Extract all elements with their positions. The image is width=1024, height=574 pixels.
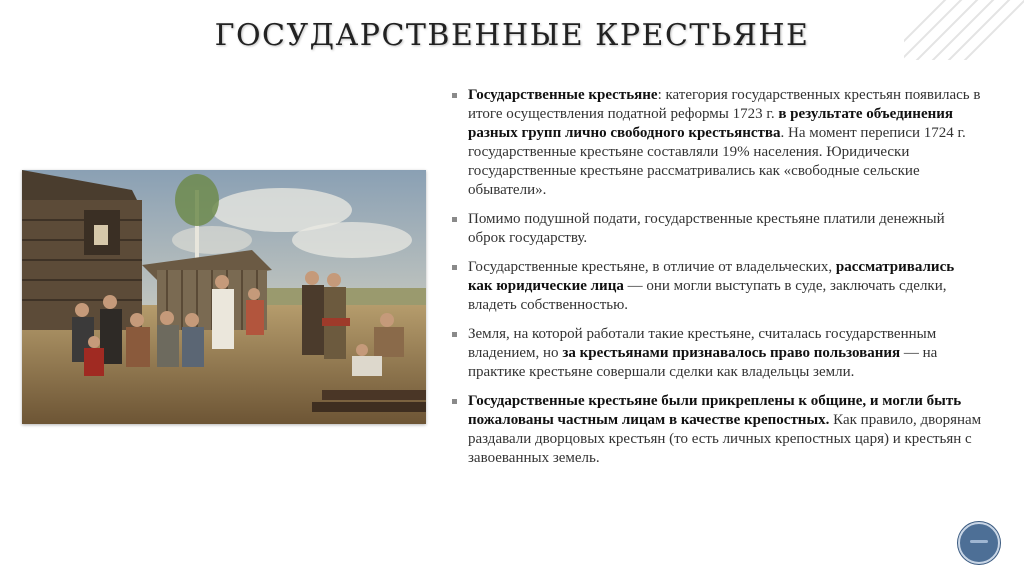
text-segment: . На момент переписи 1724 г. государственные крестьяне составляли 19% населения. Юридически государственные крестьяне рассматривались как «свободные сельские обыватели». — [468, 125, 966, 198]
bold-text: рассматривались как юридические лица — [468, 259, 955, 294]
bullet-item — [452, 258, 982, 315]
slide-content — [452, 86, 982, 478]
bold-text: Государственные крестьяне были прикреплены к общине, и могли быть пожалованы частным лицам в качестве крепостных. — [468, 393, 962, 428]
text-segment: Государственные крестьяне, в отличие от владельческих, — [468, 259, 836, 275]
peasants-painting — [22, 170, 426, 424]
text-segment: — на практике крестьяне совершали сделки как владельцы земли. — [468, 345, 938, 380]
text-segment: — они могли выступать в суде, заключать сделки, владеть собственностью. — [468, 278, 947, 313]
bold-text: в результате объединения разных групп лично свободного крестьянства — [468, 106, 953, 141]
bold-text: за крестьянами признавалось право пользования — [562, 345, 901, 361]
text-segment: Помимо подушной подати, государственные крестьяне платили денежный оброк государству. — [468, 211, 945, 246]
circle-nav-icon[interactable] — [958, 522, 1000, 564]
bullet-item — [452, 325, 982, 382]
text-segment: Земля, на которой работали такие крестьяне, считалась государственным владением, но — [468, 326, 937, 361]
bullet-item — [452, 86, 982, 200]
text-segment: Как правило, дворянам раздавали дворцовых крестьян (то есть личных крепостных царя) и крестьян с завоеванных земель. — [468, 412, 982, 466]
slide-title: ГОСУДАРСТВЕННЫЕ КРЕСТЬЯНЕ — [214, 18, 810, 53]
text-segment: : категория государственных крестьян появилась в итоге осуществления податной реформы 1723 г. — [468, 87, 981, 122]
bullet-item — [452, 392, 982, 468]
bullet-item — [452, 210, 982, 248]
bold-text: Государственные крестьяне — [468, 87, 658, 103]
